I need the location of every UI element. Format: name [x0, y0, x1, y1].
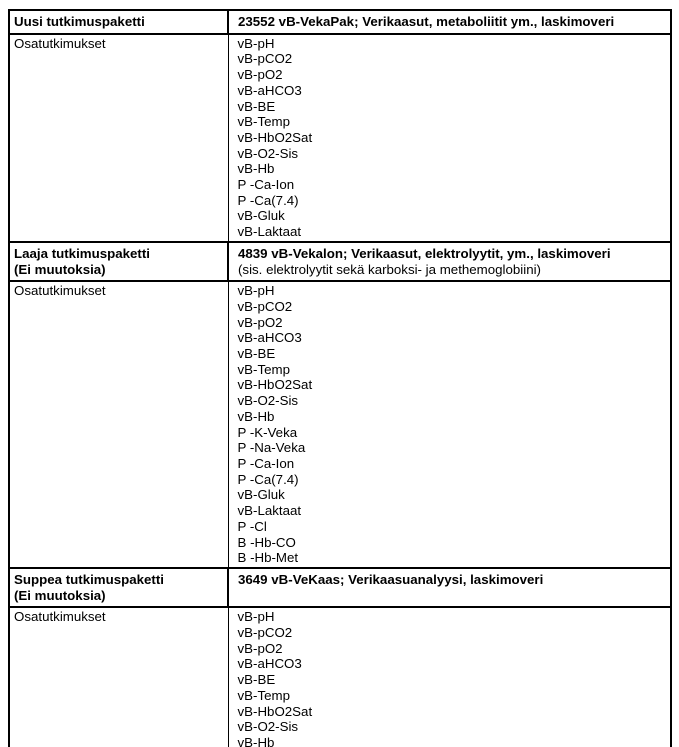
package-header-row [9, 568, 671, 607]
test-item: vB-pO2 [237, 314, 283, 330]
test-item: vB-O2-Sis [237, 719, 299, 735]
package-code-cell [228, 242, 671, 281]
subtests-label-cell [9, 34, 228, 242]
package-code-cell [228, 10, 671, 34]
subtests-row [9, 34, 671, 242]
test-item: P -Ca-Ion [237, 455, 295, 471]
test-item: vB-aHCO3 [237, 656, 302, 672]
test-item: vB-Hb [237, 734, 275, 747]
test-item: vB-HbO2Sat [237, 129, 313, 145]
package-title: 4839 vB-Vekalon; Verikaasut, elektrolyytit, ym., laskimoveri [238, 245, 611, 261]
test-item: vB-pO2 [237, 67, 283, 83]
test-item: vB-Temp [237, 687, 290, 703]
test-item: B -Hb-CO [237, 534, 296, 550]
test-item: vB-Laktaat [237, 224, 302, 240]
test-item: P -Ca(7.4) [237, 471, 299, 487]
test-item: vB-Temp [237, 114, 290, 130]
package-name: Suppea tutkimuspaketti [14, 571, 164, 587]
test-item: P -K-Veka [237, 424, 298, 440]
test-item: vB-O2-Sis [237, 393, 299, 409]
package-name-note: (Ei muutoksia) [14, 587, 106, 603]
test-item: B -Hb-Met [237, 550, 299, 566]
test-item: P -Ca(7.4) [237, 192, 299, 208]
test-item: vB-BE [237, 98, 276, 114]
subtests-list-cell [228, 607, 671, 747]
test-item: vB-pCO2 [237, 51, 293, 67]
test-item: vB-pH [237, 35, 275, 51]
package-name-cell [9, 10, 228, 34]
package-name: Uusi tutkimuspaketti [14, 14, 145, 29]
test-item: vB-pH [237, 609, 275, 625]
test-item: vB-Gluk [237, 487, 285, 503]
package-title: 3649 vB-VeKaas; Verikaasuanalyysi, laskimoveri [238, 571, 544, 587]
test-item: P -Ca-Ion [237, 177, 295, 193]
subtests-label: Osatutkimukset [14, 283, 106, 299]
subtests-label: Osatutkimukset [14, 35, 106, 51]
test-item: vB-pH [237, 283, 275, 299]
subtests-row [9, 607, 671, 747]
package-header-row [9, 10, 671, 34]
subtests-row [9, 281, 671, 568]
package-title: 23552 vB-VekaPak; Verikaasut, metaboliitit ym., laskimoveri [238, 14, 615, 29]
test-packages-table [8, 9, 672, 747]
test-item: vB-Hb [237, 161, 275, 177]
test-item: vB-aHCO3 [237, 330, 302, 346]
test-item: vB-O2-Sis [237, 145, 299, 161]
test-item: vB-pO2 [237, 640, 283, 656]
subtests-list-cell [228, 281, 671, 568]
package-name-cell [9, 568, 228, 607]
subtests-label-cell [9, 281, 228, 568]
package-name: Laaja tutkimuspaketti [14, 245, 150, 261]
subtests-list-cell [228, 34, 671, 242]
package-header-row [9, 242, 671, 281]
test-item: vB-BE [237, 672, 276, 688]
test-item: P -Na-Veka [237, 440, 306, 456]
subtests-label-cell [9, 607, 228, 747]
subtests-label: Osatutkimukset [14, 609, 106, 625]
package-name-note: (Ei muutoksia) [14, 261, 106, 277]
package-code-cell [228, 568, 671, 607]
test-item: vB-Hb [237, 408, 275, 424]
package-name-cell [9, 242, 228, 281]
test-item: vB-Gluk [237, 208, 285, 224]
test-item: vB-Laktaat [237, 503, 302, 519]
test-item: vB-pCO2 [237, 298, 293, 314]
test-item: vB-pCO2 [237, 625, 293, 641]
test-item: vB-aHCO3 [237, 82, 302, 98]
test-item: vB-Temp [237, 361, 290, 377]
test-packages-table-body [9, 10, 671, 747]
test-item: vB-BE [237, 346, 276, 362]
package-subtitle: (sis. elektrolyytit sekä karboksi- ja methemoglobiini) [238, 261, 541, 277]
test-item: vB-HbO2Sat [237, 377, 313, 393]
test-item: vB-HbO2Sat [237, 703, 313, 719]
test-item: P -Cl [237, 518, 267, 534]
